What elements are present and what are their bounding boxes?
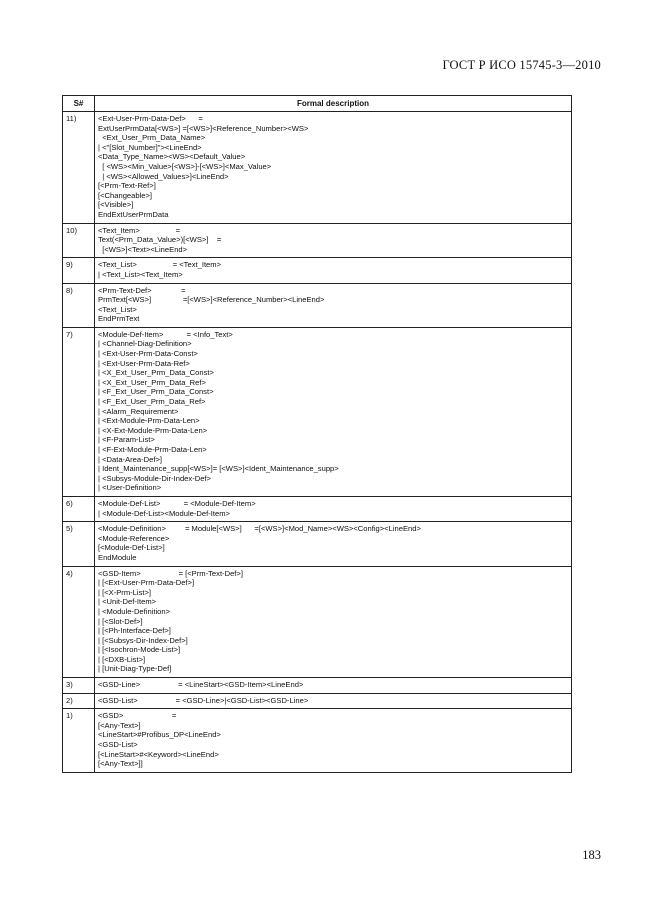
description-line: <Module-Definition> = Module[<WS>] =[<WS>]<Mod_Name><WS><Config><LineEnd>: [98, 524, 421, 534]
row-number: 11): [63, 112, 95, 224]
description-line: | [<DXB-List>]: [98, 654, 146, 664]
formal-description-cell: [95, 112, 572, 224]
description-line: | [<Ext-User-Prm-Data-Def>]: [98, 578, 195, 588]
table-row: [63, 678, 572, 694]
row-number: 10): [63, 223, 95, 258]
table-body: [63, 112, 572, 773]
description-line: [<LineStart>#<Keyword><LineEnd>: [98, 749, 219, 759]
description-line: <GSD-Line> = <LineStart><GSD-Item><LineEnd>: [98, 680, 304, 690]
description-line: | [<Isochron-Mode-List>]: [98, 645, 181, 655]
description-line: | <"[Slot_Number]"><LineEnd>: [98, 142, 202, 152]
description-line: ExtUserPrmData[<WS>] =[<WS>]<Reference_Number><WS>: [98, 123, 309, 133]
formal-description-table: [62, 95, 572, 773]
description-line: | <User-Definition>: [98, 483, 162, 493]
table-row: [63, 223, 572, 258]
formal-description-cell: [95, 327, 572, 496]
table-row: [63, 522, 572, 566]
description-line: [<WS>]<Text><LineEnd>: [98, 244, 188, 254]
description-line: | [Unit-Diag-Type-Def]: [98, 664, 172, 674]
row-number: 1): [63, 709, 95, 773]
formal-description-cell: [95, 283, 572, 327]
description-line: <Module-Def-Item> = <Info_Text>: [98, 329, 233, 339]
description-line: <LineStart>#Profibus_DP<LineEnd>: [98, 730, 221, 740]
description-line: [<Any-Text>]: [98, 720, 141, 730]
description-line: | [<Subsys-Dir-Index-Def>]: [98, 635, 188, 645]
description-line: [<Visible>]: [98, 200, 134, 210]
description-line: <GSD-List>: [98, 740, 138, 750]
description-line: PrmText[<WS>] =[<WS>]<Reference_Number><LineEnd>: [98, 295, 325, 305]
row-number: 6): [63, 496, 95, 521]
document-header: ГОСТ Р ИСО 15745-3—2010: [442, 58, 601, 72]
formal-description-cell: [95, 258, 572, 283]
description-line: | <Text_List><Text_Item>: [98, 269, 183, 279]
description-line: | <Ext-User-Prm-Data-Const>: [98, 349, 198, 359]
formal-description-cell: [95, 709, 572, 773]
description-line: [ <WS><Min_Value>[<WS>]-[<WS>]<Max_Value>: [98, 161, 272, 171]
description-line: <GSD-Item> = [<Prm-Text-Def>]: [98, 568, 243, 578]
formal-description-cell: [95, 693, 572, 709]
description-line: | <X_Ext_User_Prm_Data_Ref>: [98, 377, 206, 387]
column-header-formal-description: Formal description: [95, 96, 572, 112]
row-number: 4): [63, 566, 95, 678]
description-line: | <Channel-Diag-Definition>: [98, 339, 192, 349]
description-line: EndPrmText: [98, 314, 140, 324]
description-line: | [<X-Prm-List>]: [98, 587, 152, 597]
description-line: <GSD-List> = <GSD-Line>|<GSD-List><GSD-Line>: [98, 695, 309, 705]
table-row: [63, 112, 572, 224]
description-line: <Module-Def-List> = <Module-Def-Item>: [98, 498, 256, 508]
table-row: [63, 566, 572, 678]
description-line: [<Changeable>]: [98, 190, 153, 200]
table-header-row: [63, 96, 572, 112]
page-number: 183: [582, 848, 601, 862]
table-row: [63, 327, 572, 496]
description-line: | <F-Param-List>: [98, 435, 155, 445]
description-line: | <Ext-Module-Prm-Data-Len>: [98, 416, 200, 426]
description-line: [<Module-Def-List>]: [98, 543, 165, 553]
row-number: 3): [63, 678, 95, 694]
description-line: | <Subsys-Module-Dir-Index-Def>: [98, 473, 211, 483]
description-line: | <X-Ext-Module-Prm-Data-Len>: [98, 425, 208, 435]
description-line: [<Any-Text>]]: [98, 759, 143, 769]
description-line: | <F_Ext_User_Prm_Data_Const>: [98, 387, 214, 397]
description-line: <Text_List> = <Text_Item>: [98, 260, 222, 270]
description-line: | Ident_Maintenance_supp[<WS>]= [<WS>]<Ident_Maintenance_supp>: [98, 464, 339, 474]
table-row: [63, 283, 572, 327]
formal-description-cell: [95, 223, 572, 258]
description-line: | [<Ph-Interface-Def>]: [98, 626, 171, 636]
description-line: | <Data-Area-Def>]: [98, 454, 163, 464]
table-row: [63, 693, 572, 709]
description-line: | <Module-Definition>: [98, 606, 171, 616]
description-line: | <Unit-Def-Item>: [98, 597, 157, 607]
table-row: [63, 258, 572, 283]
description-line: | [<Slot-Def>]: [98, 616, 143, 626]
table-row: [63, 709, 572, 773]
description-line: EndExtUserPrmData: [98, 209, 169, 219]
description-line: Text(<Prm_Data_Value>)[<WS>] =: [98, 235, 222, 245]
description-line: | <Ext-User-Prm-Data-Ref>: [98, 358, 190, 368]
column-header-number: S#: [63, 96, 95, 112]
description-line: | <Alarm_Requirement>: [98, 406, 179, 416]
description-line: | <WS><Allowed_Values>]<LineEnd>: [98, 171, 229, 181]
description-line: <Ext-User-Prm-Data-Def> =: [98, 114, 203, 123]
row-number: 9): [63, 258, 95, 283]
description-line: <Ext_User_Prm_Data_Name>: [98, 133, 206, 143]
formal-description-cell: [95, 678, 572, 694]
formal-description-cell: [95, 566, 572, 678]
description-line: <Data_Type_Name><WS><Default_Value>: [98, 152, 246, 162]
description-line: <Prm-Text-Def> =: [98, 285, 186, 295]
description-line: <GSD> =: [98, 711, 177, 721]
description-line: | <Module-Def-List><Module-Def-Item>: [98, 508, 230, 518]
row-number: 7): [63, 327, 95, 496]
formal-description-cell: [95, 496, 572, 521]
description-line: <Text_Item> =: [98, 225, 181, 235]
row-number: 8): [63, 283, 95, 327]
description-line: [<Prm-Text-Ref>]: [98, 181, 156, 191]
description-line: <Module-Reference>: [98, 533, 170, 543]
row-number: 2): [63, 693, 95, 709]
description-line: | <F-Ext-Module-Prm-Data-Len>: [98, 445, 207, 454]
description-line: <Text_List>: [98, 304, 137, 314]
description-line: | <F_Ext_User_Prm_Data_Ref>: [98, 397, 206, 407]
description-line: | <X_Ext_User_Prm_Data_Const>: [98, 368, 214, 378]
description-line: EndModule: [98, 552, 137, 562]
table-row: [63, 496, 572, 521]
formal-description-cell: [95, 522, 572, 566]
row-number: 5): [63, 522, 95, 566]
